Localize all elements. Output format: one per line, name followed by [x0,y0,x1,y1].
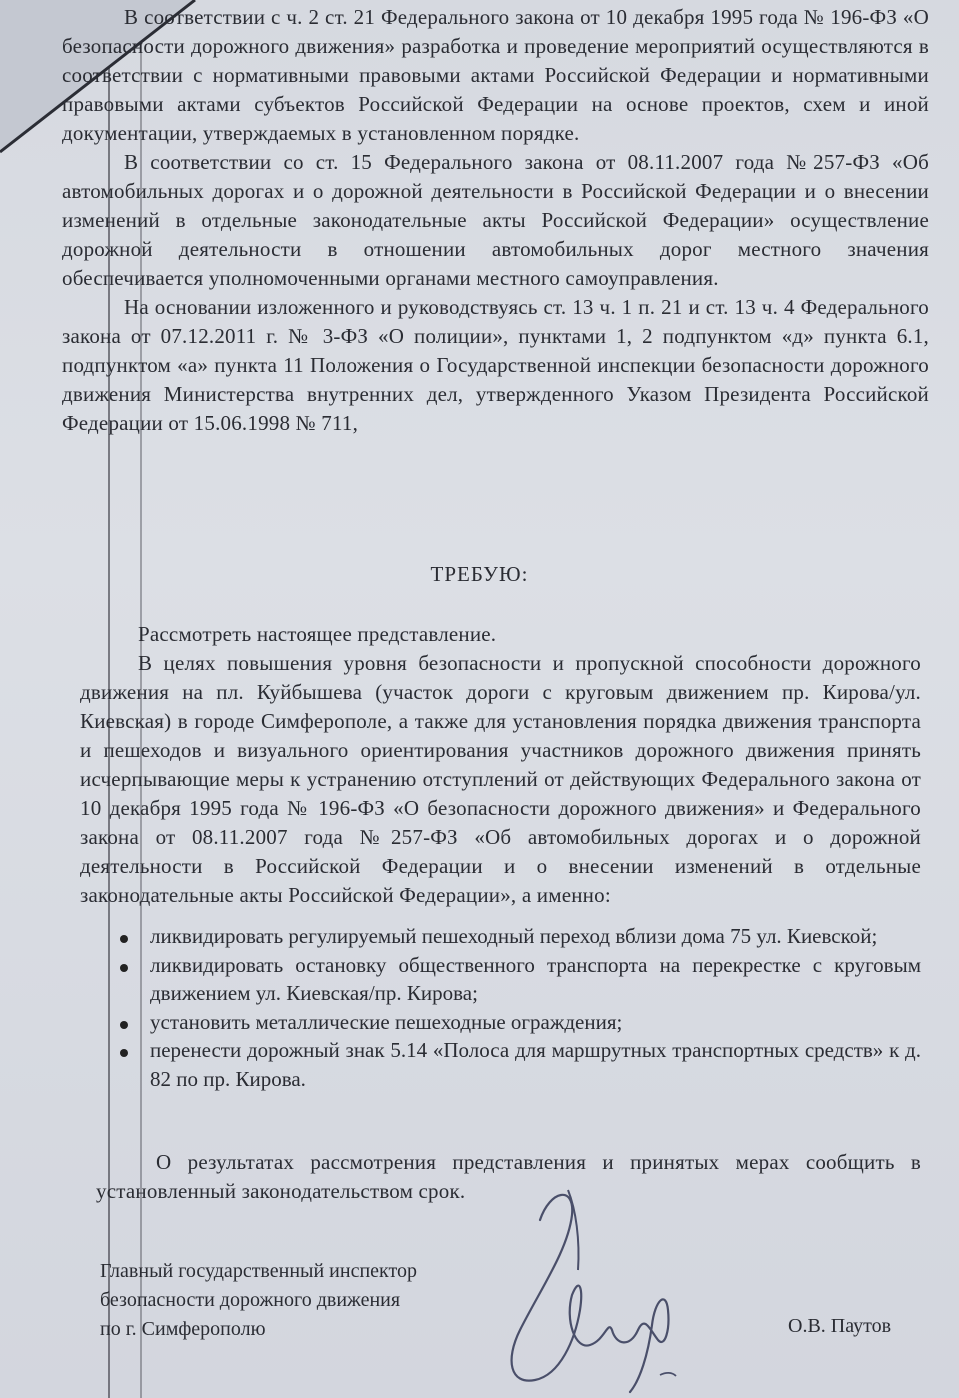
paragraph-2: В соответствии со ст. 15 Федерального закона от 08.11.2007 года №257-ФЗ «Об автомобильных дорогах и о дорожной деятельности в Российской Федерации и о внесении изменений в отдельные законодательные акты Российской Федерации» осуществление дорожной деятельности в отношении автомобильных дорог местного значения обеспечивается уполномоченными органами местного самоуправления. [62,150,929,290]
list-item: перенести дорожный знак 5.14 «Полоса для маршрутных транспортных средств» к д. 82 по пр. Кирова. [118,1036,921,1093]
bullet-icon [120,935,128,943]
body-mid [80,620,921,910]
list-item: установить металлические пешеходные ограждения; [118,1008,921,1037]
signatory-name: О.В. Паутов [788,1315,892,1337]
bullet-icon [120,1049,128,1057]
bullet-icon [120,1021,128,1029]
signatory-title: Главный государственный инспектор безопасности дорожного движения по г. Симферополю [100,1260,417,1340]
paragraph-3: На основании изложенного и руководствуясь ст. 13 ч. 1 п. 21 и ст. 13 ч. 4 Федерального закона от 07.12.2011 г. № 3-ФЗ «О полиции», пунктами 1, 2 подпунктом «д» пункта 6.1, подпунктом «а» пункта 11 Положения о Государственной инспекции безопасности дорожного движения Министерства внутренних дел, утвержденного Указом Президента Российской Федерации от 15.06.1998 № 711, [62,295,929,435]
handwritten-signature [480,1180,700,1395]
demand-heading: ТРЕБУЮ: [430,562,529,586]
paragraph-measures: В целях повышения уровня безопасности и пропускной способности дорожного движения на пл. Куйбышева (участок дороги с круговым движением пр. Кирова/ул. Киевская) в городе Симферополе, а также для установления порядка движения транспорта и пешеходов и визуального ориентирования участников дорожного движения принять исчерпывающие меры к устранению отступлений от действующих Федерального закона от 10 декабря 1995 года № 196-ФЗ «О безопасности дорожного движения» и Федерального закона от 08.11.2007 года №257-ФЗ «Об автомобильных дорогах и о дорожной деятельности в Российской Федерации и о внесении изменений в отдельные законодательные акты Российской Федерации», а именно: [80,651,921,907]
list-item: ликвидировать регулируемый пешеходный переход вблизи дома 75 ул. Киевской; [118,922,921,951]
body-top [62,3,929,438]
closing-paragraph: О результатах рассмотрения представления и принятых мерах сообщить в установленный законодательством срок. [96,1150,921,1203]
bullet-icon [120,964,128,972]
paragraph-request: Рассмотреть настоящее представление. [138,622,497,646]
list-item: ликвидировать остановку общественного транспорта на перекрестке с круговым движением ул. Киевская/пр. Кирова; [118,951,921,1008]
paragraph-1: В соответствии с ч. 2 ст. 21 Федерального закона от 10 декабря 1995 года № 196-ФЗ «О безопасности дорожного движения» разработка и проведение мероприятий осуществляются в соответствии с нормативными правовыми актами Российской Федерации и нормативными правовыми актами субъектов Российской Федерации на основе проектов, схем и иной документации, утверждаемых в установленном порядке. [62,5,929,145]
measures-list [118,922,921,1093]
